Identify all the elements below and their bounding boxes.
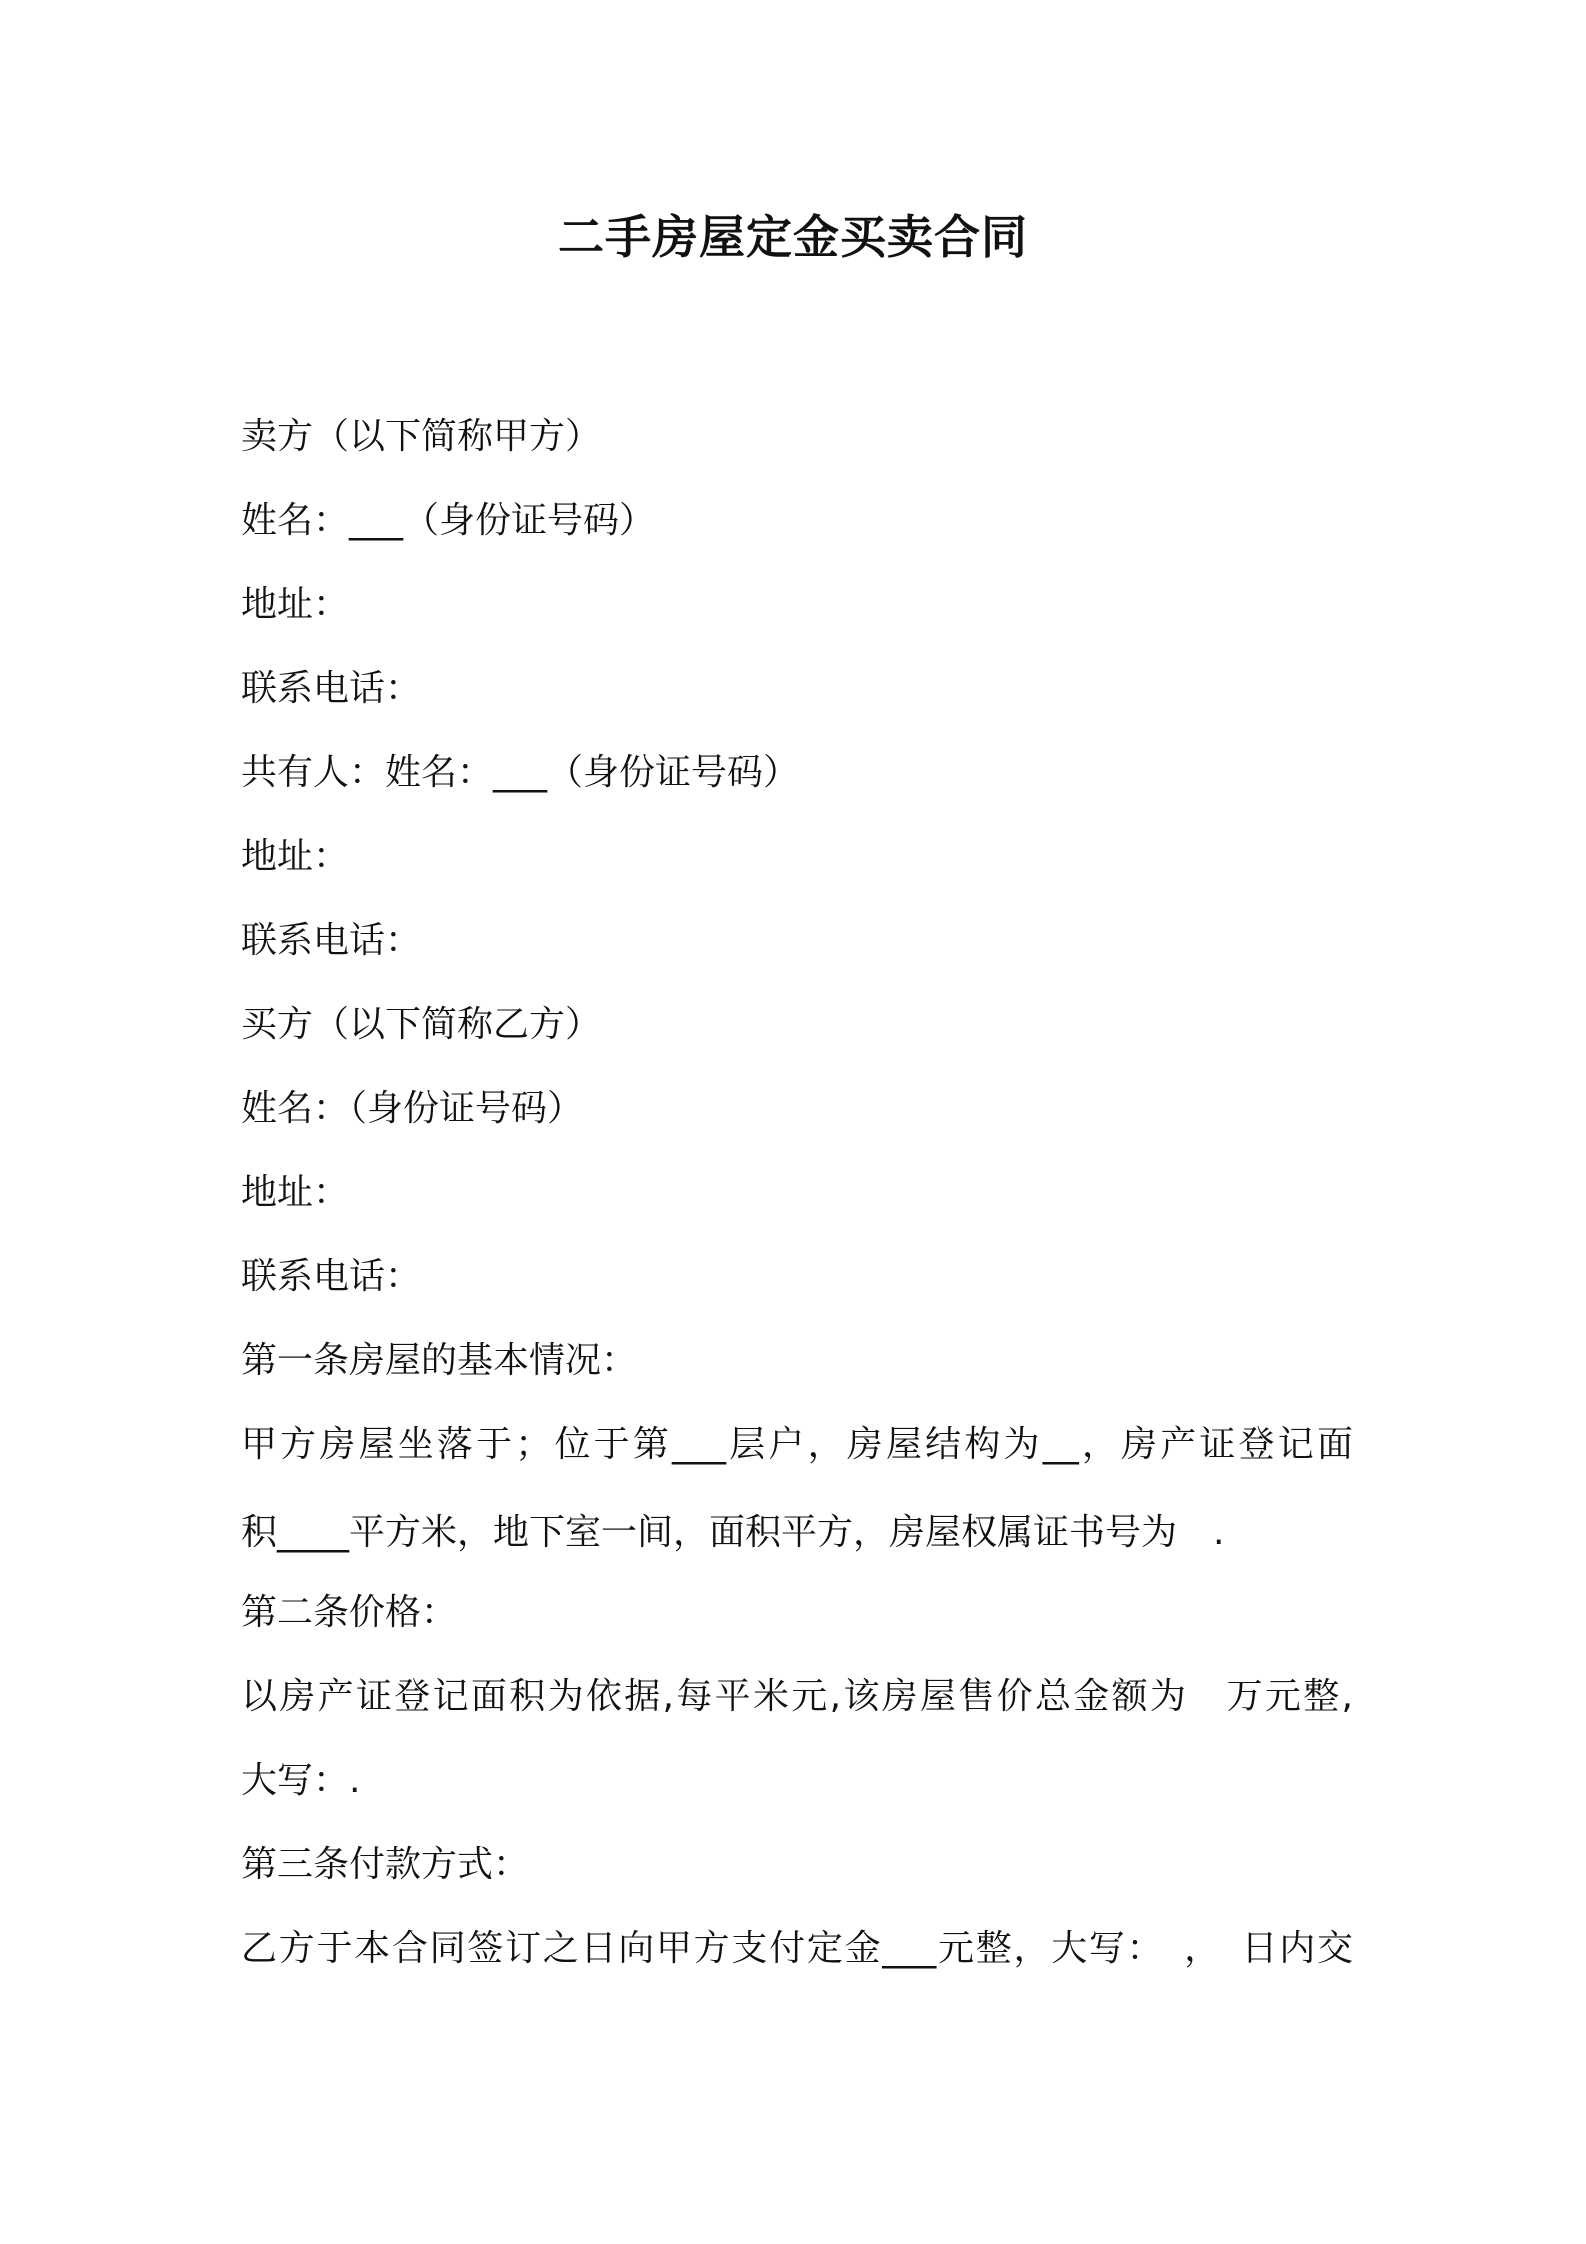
co-owner-address-line: 地址：	[241, 836, 350, 877]
buyer-address-line: 地址：	[241, 1172, 350, 1213]
seller-phone-line: 联系电话：	[241, 668, 422, 709]
buyer-name-line: 姓名：（身份证号码）	[241, 1088, 584, 1129]
seller-address-line: 地址：	[241, 584, 350, 625]
article-two-text-line-1: 以房产证登记面积为依据,每平米元,该房屋售价总金额为 万元整,	[241, 1676, 1353, 1717]
article-two-heading: 第二条价格：	[241, 1592, 458, 1633]
seller-name-line: 姓名：___（身份证号码）	[241, 500, 656, 541]
article-one-text-line-2: 积____平方米，地下室一间，面积平方，房屋权属证书号为 .	[241, 1512, 1225, 1553]
article-three-text-line-1: 乙方于本合同签订之日向甲方支付定金___元整，大写： ， 日内交	[241, 1928, 1353, 1969]
article-one-heading: 第一条房屋的基本情况：	[241, 1340, 638, 1381]
article-one-text-line-1: 甲方房屋坐落于；位于第___层户，房屋结构为__，房产证登记面	[241, 1424, 1353, 1465]
buyer-phone-line: 联系电话：	[241, 1256, 422, 1297]
co-owner-phone-line: 联系电话：	[241, 920, 422, 961]
buyer-heading: 买方（以下简称乙方）	[241, 1004, 602, 1045]
seller-heading: 卖方（以下简称甲方）	[241, 416, 602, 457]
document-title: 二手房屋定金买卖合同	[558, 210, 1028, 264]
article-two-text-line-2: 大写：.	[241, 1760, 361, 1801]
co-owner-name-line: 共有人：姓名：___（身份证号码）	[241, 752, 800, 793]
article-three-heading: 第三条付款方式：	[241, 1844, 530, 1885]
